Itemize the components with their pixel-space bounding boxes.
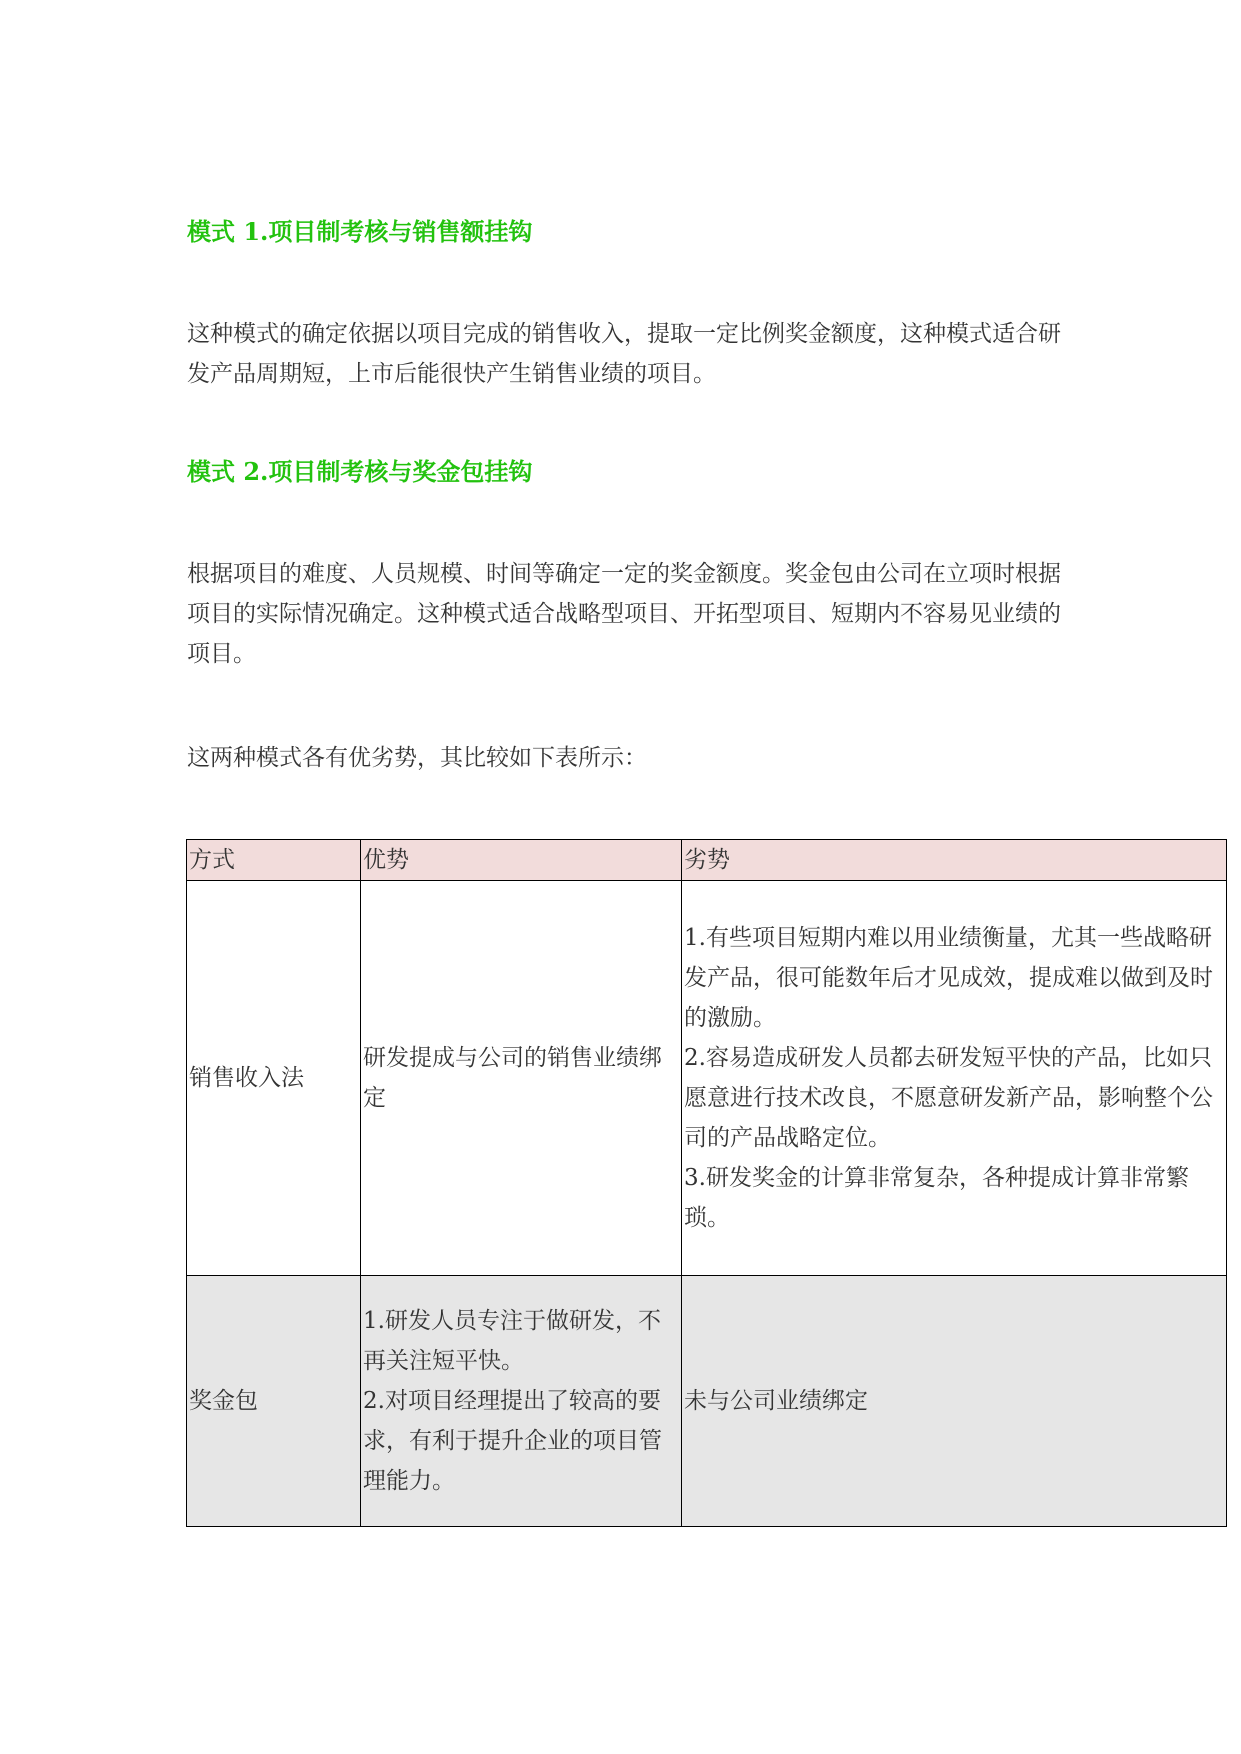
row-1-disadvantages [682,881,1227,1276]
row-1-advantage-item: 研发提成与公司的销售业绩绑定 [363,1045,662,1111]
row-1-disadvantage-item-1: 1.有些项目短期内难以用业绩衡量，尤其一些战略研发产品，很可能数年后才见成效，提成难以做到及时的激励。 [684,925,1213,1031]
row-1-disadvantage-item-3: 3.研发奖金的计算非常复杂，各种提成计算非常繁琐。 [684,1165,1189,1231]
row-2-advantage-item-2: 2.对项目经理提出了较高的要求，有利于提升企业的项目管理能力。 [363,1388,662,1494]
header-advantages: 优势 [361,840,682,881]
header-method: 方式 [187,840,361,881]
table-row [187,881,1227,1276]
row-2-advantages [361,1276,682,1527]
section-1-heading: 模式 1.项目制考核与销售额挂钩 [187,217,533,246]
section-2-heading: 模式 2.项目制考核与奖金包挂钩 [187,457,533,486]
row-2-disadvantage-item: 未与公司业绩绑定 [684,1388,868,1414]
row-1-advantages [361,881,682,1276]
comparison-table [186,839,1227,1527]
header-disadvantages: 劣势 [682,840,1227,881]
row-2-method: 奖金包 [187,1276,361,1527]
row-1-disadvantage-item-2: 2.容易造成研发人员都去研发短平快的产品，比如只愿意进行技术改良，不愿意研发新产品，影响整个公司的产品战略定位。 [684,1045,1213,1151]
section-1-paragraph: 这种模式的确定依据以项目完成的销售收入，提取一定比例奖金额度，这种模式适合研发产品周期短，上市后能很快产生销售业绩的项目。 [187,321,1061,387]
table-row [187,1276,1227,1527]
table-intro: 这两种模式各有优劣势，其比较如下表所示： [187,745,647,771]
table-header-row [187,840,1227,881]
row-2-disadvantages [682,1276,1227,1527]
row-1-method: 销售收入法 [187,881,361,1276]
section-2-paragraph: 根据项目的难度、人员规模、时间等确定一定的奖金额度。奖金包由公司在立项时根据项目的实际情况确定。这种模式适合战略型项目、开拓型项目、短期内不容易见业绩的项目。 [187,561,1061,667]
row-2-advantage-item-1: 1.研发人员专注于做研发，不再关注短平快。 [363,1308,661,1374]
